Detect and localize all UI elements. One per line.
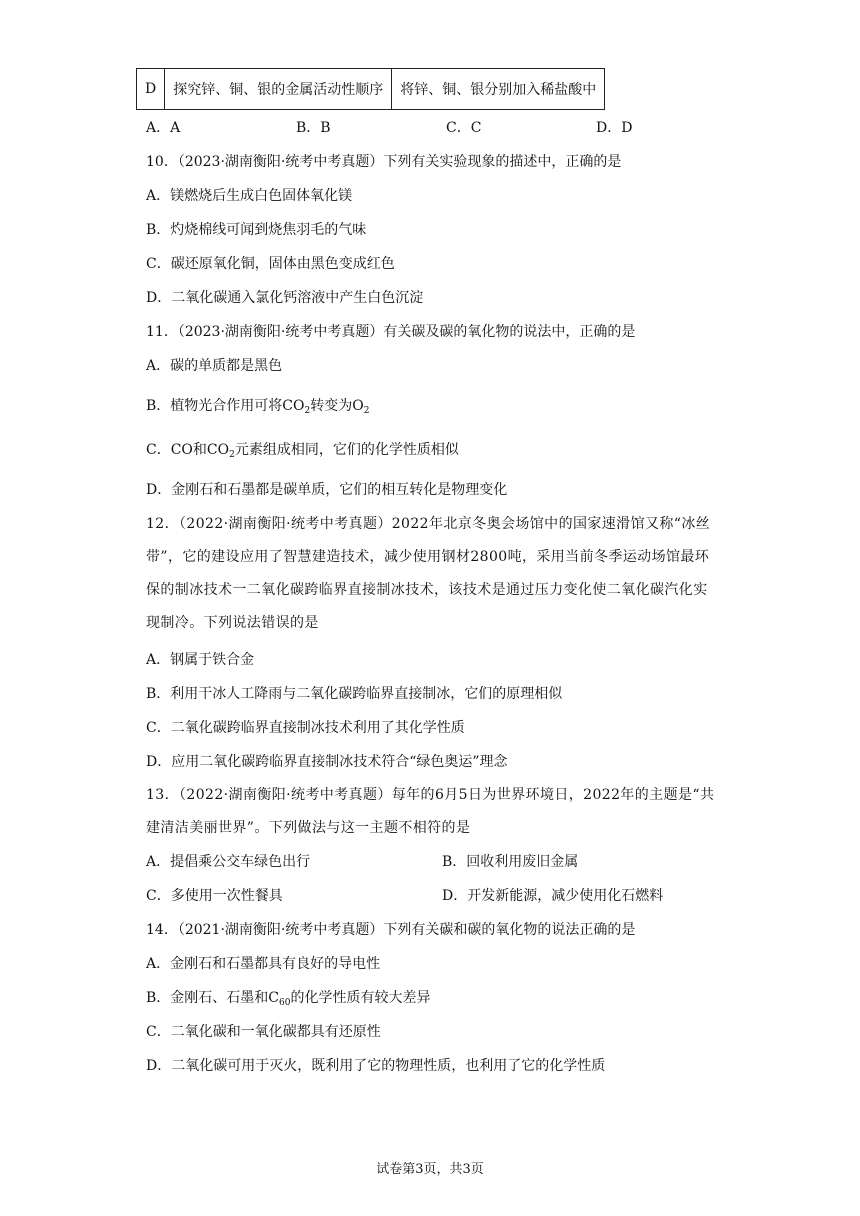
q10-stem: 10．（2023·湖南衡阳·统考中考真题）下列有关实验现象的描述中，正确的是: [146, 154, 622, 170]
q13-option-d: D．开发新能源，减少使用化石燃料: [442, 888, 664, 904]
q11-option-b: B．植物光合作用可将$CO_2$转变为$O_2$: [146, 398, 370, 416]
q9-option-b: B．B: [296, 120, 331, 136]
q13-option-c: C．多使用一次性餐具: [146, 888, 283, 904]
q13-option-a: A．提倡乘公交车绿色出行: [146, 854, 311, 870]
row-purpose: 探究锌、铜、银的金属活动性顺序: [165, 69, 392, 110]
q14-option-a: A．金刚石和石墨都具有良好的导电性: [146, 956, 381, 972]
q10-option-a: A．镁燃烧后生成白色固体氧化镁: [146, 188, 353, 204]
q14-option-b: B．金刚石、石墨和$C_{60}$的化学性质有较大差异: [146, 990, 431, 1008]
q13-option-b: B．回收利用废旧金属: [442, 854, 579, 870]
options-table: [136, 68, 605, 110]
page-footer: 试卷第3页，共3页: [376, 1162, 484, 1177]
q11-option-c: C．CO和$CO_2$元素组成相同，它们的化学性质相似: [146, 442, 459, 460]
q14-option-d: D．二氧化碳可用于灭火，既利用了它的物理性质，也利用了它的化学性质: [146, 1058, 606, 1074]
row-id: D: [137, 69, 165, 110]
q14-stem: 14．（2021·湖南衡阳·统考中考真题）下列有关碳和碳的氧化物的说法正确的是: [146, 922, 636, 938]
q11-stem: 11．（2023·湖南衡阳·统考中考真题）有关碳及碳的氧化物的说法中，正确的是: [146, 324, 636, 340]
row-method: 将锌、铜、银分别加入稀盐酸中: [392, 69, 605, 110]
q9-option-a: A．A: [146, 120, 181, 136]
q10-option-d: D．二氧化碳通入氯化钙溶液中产生白色沉淀: [146, 290, 424, 306]
table-row: [137, 69, 605, 110]
q13-stem: 13．（2022·湖南衡阳·统考中考真题）每年的6月5日为世界环境日，2022年的主题是“共建清洁美丽世界”。下列做法与这一主题不相符的是: [146, 787, 715, 836]
q12-option-c: C．二氧化碳跨临界直接制冰技术利用了其化学性质: [146, 720, 465, 736]
q12-option-a: A．钢属于铁合金: [146, 652, 255, 668]
q12-option-b: B．利用干冰人工降雨与二氧化碳跨临界直接制冰，它们的原理相似: [146, 686, 563, 702]
q9-option-d: D．D: [596, 120, 633, 136]
q12-option-d: D．应用二氧化碳跨临界直接制冰技术符合“绿色奥运”理念: [146, 754, 508, 770]
q11-option-d: D．金刚石和石墨都是碳单质，它们的相互转化是物理变化: [146, 482, 508, 498]
q12-stem: 12．（2022·湖南衡阳·统考中考真题）2022年北京冬奥会场馆中的国家速滑馆又称“冰丝带”，它的建设应用了智慧建造技术，减少使用钢材2800吨，采用当前冬季运动场馆最环保的制冰技术一二氧化碳跨临界直接制冰技术，该技术是通过压力变化使二氧化碳汽化实现制冷。下列说法错误的是: [146, 516, 711, 631]
q10-option-c: C．碳还原氧化铜，固体由黑色变成红色: [146, 256, 395, 272]
q9-option-c: C．C: [446, 120, 482, 136]
q10-option-b: B．灼烧棉线可闻到烧焦羽毛的气味: [146, 222, 367, 238]
q14-option-c: C．二氧化碳和一氧化碳都具有还原性: [146, 1024, 381, 1040]
q11-option-a: A．碳的单质都是黑色: [146, 358, 283, 374]
